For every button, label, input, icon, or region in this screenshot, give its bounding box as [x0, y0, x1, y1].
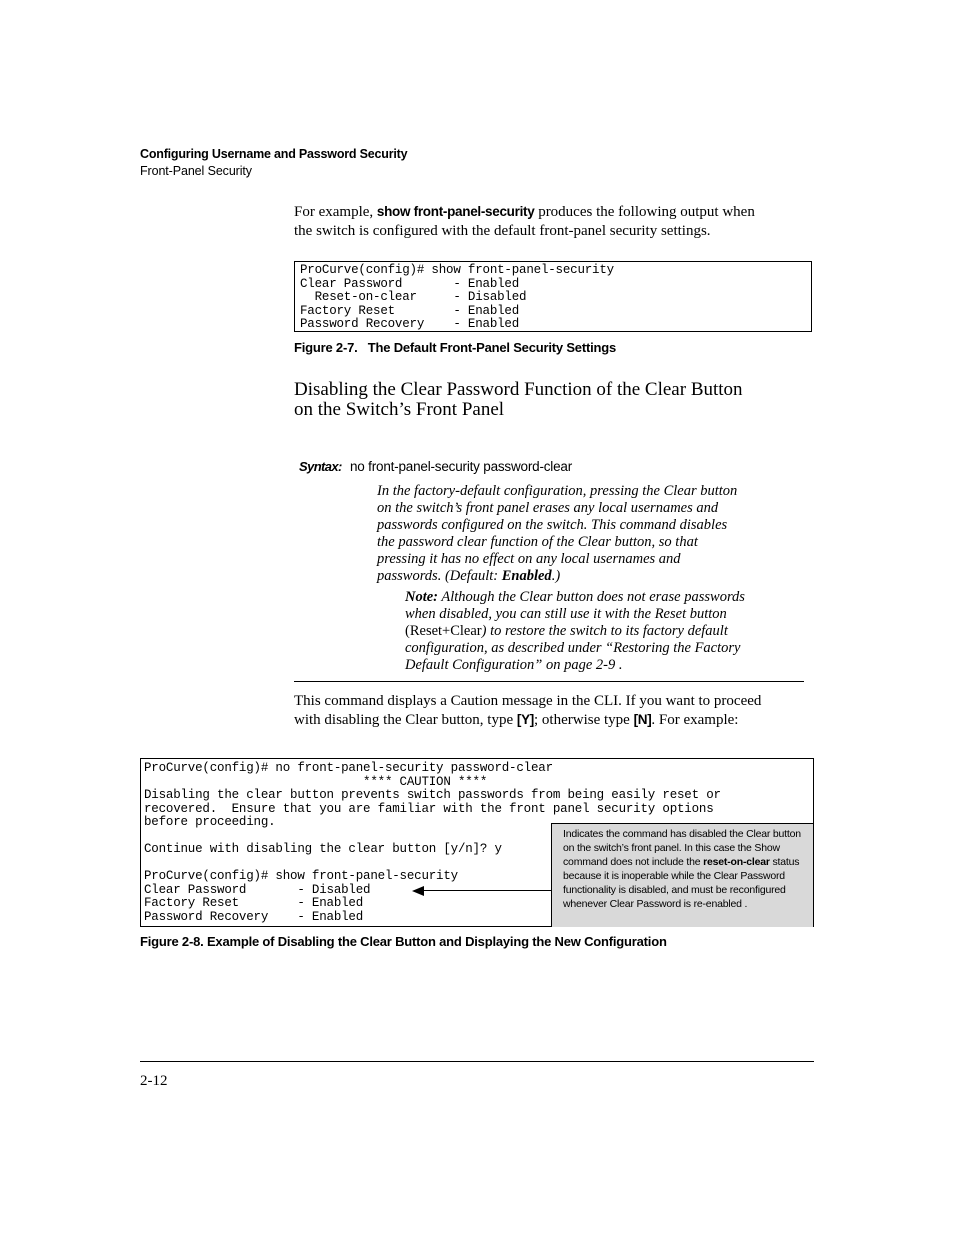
note-paren-open: ( [405, 623, 410, 639]
note-line: Although the Clear button does not erase passwords [438, 589, 745, 605]
figure-2-7-caption: Figure 2-7. The Default Front-Panel Security Settings [294, 340, 616, 355]
arrow-left-icon [412, 886, 424, 896]
cli-line: Continue with disabling the clear button [y/n]? y [144, 842, 502, 856]
running-header-subtitle: Front-Panel Security [140, 164, 252, 178]
note-line: Default Configuration” on page 2-9 . [405, 657, 623, 673]
cli-line: Password Recovery - Enabled [300, 317, 520, 331]
note-block [405, 589, 805, 674]
note-label: Note: [405, 589, 439, 605]
callout-text-a: Indicates the command has disabled the Clear button on the switch’s front panel. In this case the Show command does not include the [563, 828, 801, 868]
syntax-command: no front-panel-security password-clear [350, 459, 572, 474]
cli-output-box-default [294, 261, 812, 332]
caution-text-b: ; otherwise type [534, 711, 634, 728]
intro-paragraph [294, 203, 814, 240]
note-line: when disabled, you can still use it with the Reset button [405, 606, 727, 622]
caution-text-line1: This command displays a Caution message in the CLI. If you want to proceed [294, 693, 762, 709]
default-value: Enabled [501, 568, 552, 584]
section-heading-line2: on the Switch’s Front Panel [294, 399, 505, 420]
caution-text-c: . For example: [651, 711, 739, 728]
cli-line: ProCurve(config)# no front-panel-security password-clear [144, 761, 553, 775]
callout-arrow-line [417, 890, 551, 891]
intro-command: show front-panel-security [376, 204, 535, 219]
page-number: 2-12 [140, 1073, 168, 1089]
description-line: on the switch’s front panel erases any local usernames and [377, 500, 719, 516]
syntax-description [377, 483, 802, 585]
cli-output-box-disable [140, 758, 814, 927]
section-heading-line1: Disabling the Clear Password Function of the Clear Button [294, 379, 743, 400]
callout-bold: reset-on-clear [703, 856, 770, 868]
divider [294, 681, 804, 682]
description-last-before: passwords. (Default: [377, 568, 502, 584]
intro-text-line2: the switch is configured with the default front-panel security settings. [294, 222, 711, 239]
cli-line: Factory Reset - Enabled [144, 896, 364, 910]
description-line: passwords configured on the switch. This command disables [377, 517, 728, 533]
key-y: [Y] [516, 711, 534, 727]
syntax-label: Syntax: [299, 459, 342, 474]
section-heading [294, 380, 814, 420]
cli-line: Disabling the clear button prevents switch passwords from being easily reset or [144, 788, 721, 802]
cli-line: Clear Password - Disabled [144, 882, 371, 897]
intro-text-after: produces the following output when [534, 204, 755, 220]
caution-text-a: with disabling the Clear button, type [294, 711, 517, 728]
description-line: the password clear function of the Clear button, so that [377, 534, 698, 550]
cli-line: ProCurve(config)# show front-panel-security [144, 869, 458, 883]
note-line: configuration, as described under “Restoring the Factory [405, 640, 741, 656]
note-line: ) to restore the switch to its factory default [481, 623, 728, 639]
cli-line: Password Recovery - Enabled [144, 909, 364, 924]
description-last-after: .) [551, 568, 561, 584]
key-n: [N] [633, 711, 652, 727]
cli-line: before proceeding. [144, 815, 276, 829]
caution-paragraph [294, 692, 814, 729]
description-line: pressing it has no effect on any local usernames and [377, 551, 681, 567]
cli-line: **** CAUTION **** [144, 774, 488, 789]
cli-line: Reset-on-clear - Disabled [300, 290, 527, 304]
cli-line: Factory Reset - Enabled [300, 303, 520, 318]
footer-divider [140, 1061, 814, 1062]
cli-line: recovered. Ensure that you are familiar with the front panel security options [144, 801, 714, 816]
callout-box [551, 823, 813, 927]
intro-text-before: For example, [294, 204, 377, 220]
callout-text-b: status because it is inoperable while the Clear Password functionality is disabled, and must be reconfigured whenever Clear Password is re-enabled . [563, 856, 800, 910]
description-line: In the factory-default configuration, pressing the Clear button [377, 483, 738, 499]
figure-2-8-caption: Figure 2-8. Example of Disabling the Clear Button and Displaying the New Configuration [140, 934, 667, 949]
cli-line: ProCurve(config)# show front-panel-security [300, 263, 614, 277]
cli-line: Clear Password - Enabled [300, 276, 520, 291]
note-key-combo: Reset+Clear [409, 623, 482, 639]
running-header-title: Configuring Username and Password Security [140, 147, 408, 161]
